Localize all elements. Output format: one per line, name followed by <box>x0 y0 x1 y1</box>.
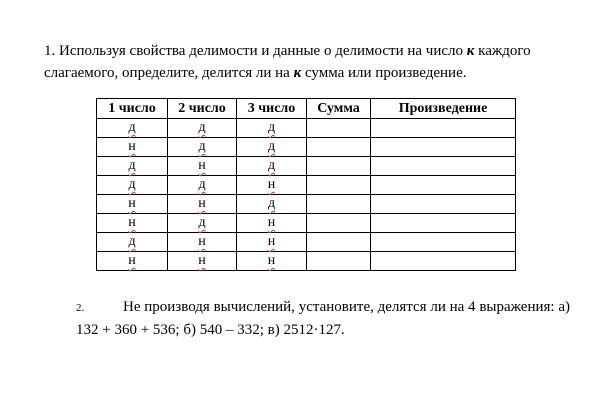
cell-value: н <box>267 177 276 192</box>
cell-number-1 <box>97 214 168 233</box>
cell-value: д <box>267 158 276 173</box>
task-2-number: 2. <box>76 302 85 314</box>
table-header-row <box>97 99 516 119</box>
cell-number-2 <box>168 176 237 195</box>
table-row <box>97 119 516 138</box>
cell-value: д <box>267 120 276 135</box>
cell-sum <box>307 214 371 233</box>
cell-number-1 <box>97 195 168 214</box>
cell-number-1 <box>97 233 168 252</box>
cell-number-3 <box>237 176 307 195</box>
cell-number-3 <box>237 233 307 252</box>
cell-value: н <box>267 215 276 230</box>
cell-value: д <box>198 177 206 192</box>
cell-number-3 <box>237 214 307 233</box>
cell-sum <box>307 252 371 271</box>
cell-product <box>371 176 516 195</box>
cell-value: н <box>267 253 276 268</box>
task-1-text <box>44 40 574 84</box>
cell-value: д <box>198 139 206 154</box>
header-number-3: 3 число <box>237 99 307 119</box>
cell-number-1 <box>97 138 168 157</box>
cell-value: д <box>267 139 276 154</box>
cell-number-2 <box>168 195 237 214</box>
cell-number-1 <box>97 176 168 195</box>
cell-value: н <box>267 234 276 249</box>
cell-number-2 <box>168 138 237 157</box>
cell-product <box>371 195 516 214</box>
cell-number-2 <box>168 214 237 233</box>
cell-number-1 <box>97 119 168 138</box>
cell-value: д <box>198 215 206 230</box>
cell-product <box>371 119 516 138</box>
cell-value: н <box>198 196 206 211</box>
cell-value: д <box>128 234 136 249</box>
header-number-1: 1 число <box>97 99 168 119</box>
cell-value: д <box>128 177 136 192</box>
cell-number-1 <box>97 157 168 176</box>
task-1-part-b: каждого слагаемого, определите, делится ли на <box>44 43 531 81</box>
cell-sum <box>307 176 371 195</box>
table-row <box>97 138 516 157</box>
cell-value: н <box>128 196 136 211</box>
cell-value: д <box>128 120 136 135</box>
cell-value: н <box>128 139 136 154</box>
cell-sum <box>307 138 371 157</box>
cell-value: н <box>198 158 206 173</box>
cell-number-1 <box>97 252 168 271</box>
cell-product <box>371 252 516 271</box>
cell-product <box>371 138 516 157</box>
task-2-text <box>76 296 570 341</box>
cell-number-3 <box>237 252 307 271</box>
cell-product <box>371 233 516 252</box>
cell-sum <box>307 119 371 138</box>
cell-number-2 <box>168 119 237 138</box>
table-row <box>97 252 516 271</box>
cell-value: н <box>198 234 206 249</box>
header-sum: Сумма <box>307 99 371 119</box>
cell-number-2 <box>168 252 237 271</box>
cell-sum <box>307 233 371 252</box>
variable-k-2: к <box>293 65 302 81</box>
table-row <box>97 214 516 233</box>
cell-value: д <box>198 120 206 135</box>
cell-product <box>371 214 516 233</box>
cell-value: н <box>198 253 206 268</box>
task-2-body: Не производя вычислений, установите, делятся ли на 4 выражения: а) 132 + 360 + 536; б) 540 – 332; в) 2512·127. <box>76 299 570 338</box>
cell-value: д <box>128 158 136 173</box>
cell-value: н <box>128 215 136 230</box>
table-row <box>97 195 516 214</box>
table-row <box>97 176 516 195</box>
cell-number-3 <box>237 195 307 214</box>
cell-sum <box>307 157 371 176</box>
cell-number-3 <box>237 119 307 138</box>
cell-sum <box>307 195 371 214</box>
divisibility-table <box>96 98 516 271</box>
header-product: Произведение <box>371 99 516 119</box>
task-1-part-c: сумма или произведение. <box>301 65 467 81</box>
cell-number-2 <box>168 233 237 252</box>
cell-value: д <box>267 196 276 211</box>
cell-number-3 <box>237 138 307 157</box>
header-number-2: 2 число <box>168 99 237 119</box>
table-row <box>97 233 516 252</box>
task-1-part-a: 1. Используя свойства делимости и данные о делимости на число <box>44 43 467 59</box>
cell-value: н <box>128 253 136 268</box>
cell-number-2 <box>168 157 237 176</box>
cell-number-3 <box>237 157 307 176</box>
table-row <box>97 157 516 176</box>
variable-k-1: к <box>466 43 475 59</box>
cell-product <box>371 157 516 176</box>
